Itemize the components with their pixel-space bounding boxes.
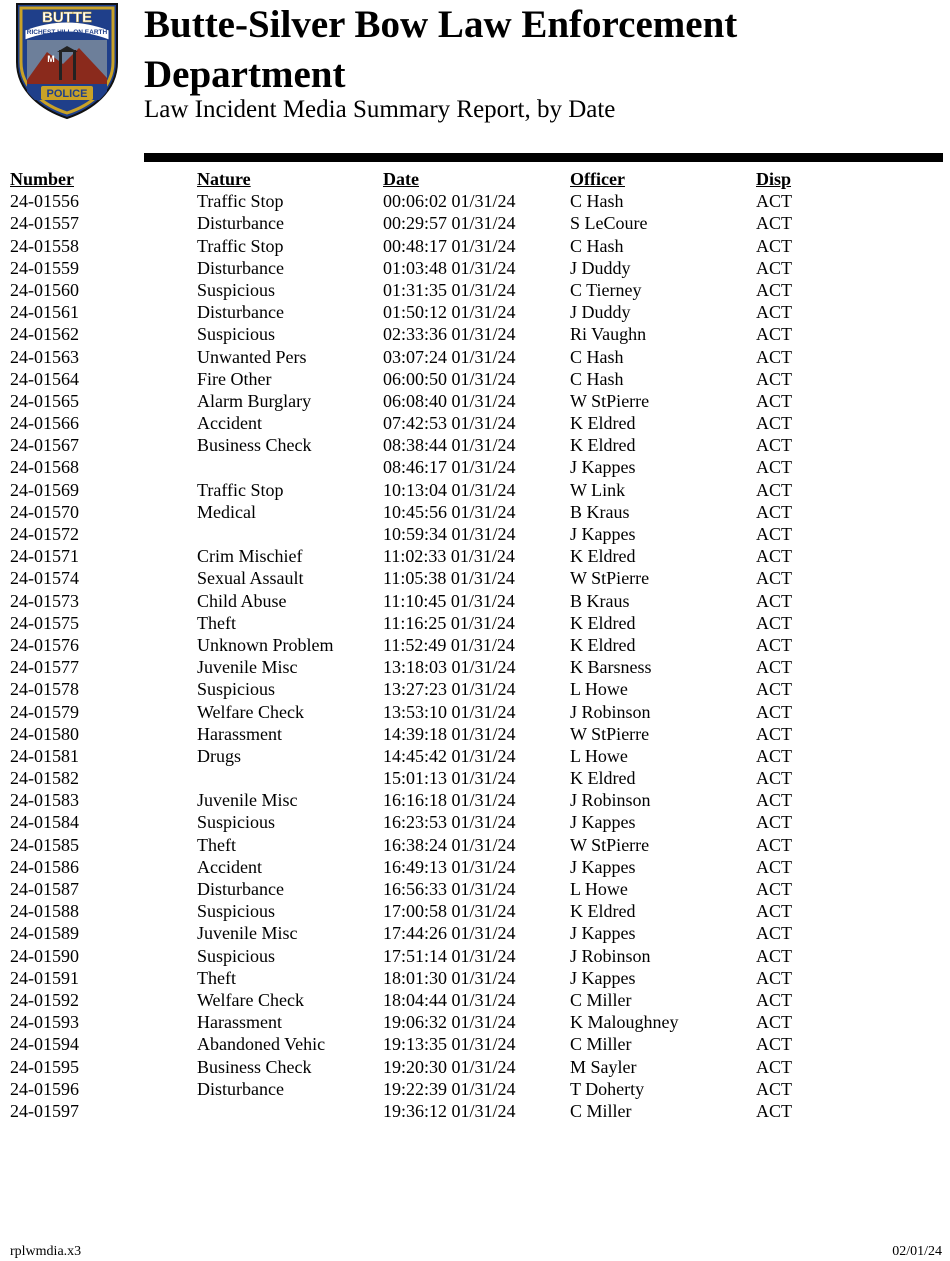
table-row (10, 279, 940, 301)
table-row (10, 856, 940, 878)
cell-number: 24-01565 (10, 390, 79, 411)
table-row (10, 678, 940, 700)
cell-nature: Suspicious (197, 679, 276, 700)
cell-date: 01:31:35 01/31/24 (383, 279, 516, 300)
cell-disp: ACT (756, 856, 792, 877)
column-header-disp: Disp (756, 169, 792, 189)
cell-nature: Medical (197, 501, 256, 522)
cell-number: 24-01580 (10, 723, 79, 744)
cell-number: 24-01594 (10, 1034, 79, 1055)
cell-date: 08:38:44 01/31/24 (383, 435, 516, 456)
cell-officer: K Eldred (570, 612, 636, 633)
table-row (10, 456, 940, 478)
report-id: rplwmdia.x3 (10, 1244, 82, 1259)
cell-disp: ACT (756, 524, 792, 544)
table-row (10, 701, 940, 723)
cell-number: 24-01581 (10, 745, 79, 766)
cell-nature: Theft (197, 612, 236, 633)
cell-number: 24-01590 (10, 945, 79, 966)
table-row (10, 412, 940, 434)
cell-disp: ACT (756, 967, 792, 988)
cell-date: 11:02:33 01/31/24 (383, 546, 515, 567)
cell-date: 07:42:53 01/31/24 (383, 413, 516, 434)
table-row (10, 434, 940, 456)
cell-nature: Suspicious (197, 901, 276, 922)
cell-date: 19:36:12 01/31/24 (383, 1100, 516, 1121)
cell-number: 24-01575 (10, 612, 79, 633)
print-date: 02/01/24 (892, 1244, 942, 1259)
cell-officer: K Maloughney (570, 1012, 679, 1033)
cell-disp: ACT (756, 257, 792, 278)
cell-date: 16:38:24 01/31/24 (383, 834, 516, 855)
cell-nature: Disturbance (197, 879, 284, 899)
cell-nature: Unwanted Pers (197, 346, 307, 367)
table-row (10, 212, 940, 234)
cell-date: 06:00:50 01/31/24 (383, 368, 516, 389)
table-row (10, 545, 940, 567)
table-row (10, 789, 940, 811)
cell-officer: B Kraus (570, 590, 630, 611)
cell-number: 24-01559 (10, 257, 79, 278)
cell-officer: L Howe (570, 679, 628, 700)
cell-date: 19:22:39 01/31/24 (383, 1078, 516, 1099)
cell-date: 01:03:48 01/31/24 (383, 257, 516, 278)
cell-officer: W StPierre (570, 723, 650, 744)
cell-date: 19:06:32 01/31/24 (383, 1012, 516, 1033)
table-header-row (10, 168, 940, 190)
cell-nature: Abandoned Vehic (197, 1034, 326, 1055)
logo-bottom-text: POLICE (46, 88, 88, 100)
cell-nature: Unknown Problem (197, 634, 334, 655)
cell-number: 24-01576 (10, 634, 79, 655)
cell-disp: ACT (756, 879, 792, 899)
header-divider (144, 153, 943, 162)
police-badge-logo (13, 0, 121, 120)
table-row (10, 745, 940, 767)
cell-nature: Disturbance (197, 1078, 284, 1099)
cell-number: 24-01583 (10, 790, 79, 811)
table-row (10, 922, 940, 944)
table-row (10, 479, 940, 501)
cell-disp: ACT (756, 413, 792, 434)
cell-officer: J Kappes (570, 967, 636, 988)
table-row (10, 967, 940, 989)
cell-number: 24-01567 (10, 435, 79, 456)
table-row (10, 257, 940, 279)
table-row (10, 656, 940, 678)
cell-number: 24-01561 (10, 302, 79, 323)
cell-number: 24-01557 (10, 213, 79, 234)
cell-officer: Ri Vaughn (570, 324, 647, 345)
cell-date: 16:16:18 01/31/24 (383, 790, 516, 811)
page-title: Butte-Silver Bow Law Enforcement Department (144, 3, 738, 96)
cell-officer: K Barsness (570, 657, 652, 678)
cell-nature: Suspicious (197, 812, 276, 833)
cell-nature: Accident (197, 413, 262, 434)
cell-disp: ACT (756, 634, 792, 655)
cell-date: 14:39:18 01/31/24 (383, 723, 516, 744)
cell-disp: ACT (756, 723, 792, 744)
cell-number: 24-01597 (10, 1100, 79, 1121)
cell-officer: C Hash (570, 235, 624, 256)
cell-number: 24-01569 (10, 479, 79, 500)
cell-nature: Crim Mischief (197, 546, 303, 567)
cell-officer: K Eldred (570, 901, 636, 922)
cell-number: 24-01586 (10, 856, 79, 877)
cell-number: 24-01592 (10, 989, 79, 1010)
cell-number: 24-01593 (10, 1012, 79, 1033)
cell-nature: Welfare Check (197, 701, 304, 722)
cell-officer: W Link (570, 479, 626, 500)
table-row (10, 301, 940, 323)
cell-officer: K Eldred (570, 546, 636, 567)
table-row (10, 501, 940, 523)
table-row (10, 190, 940, 212)
cell-date: 11:16:25 01/31/24 (383, 612, 515, 633)
cell-number: 24-01582 (10, 768, 79, 789)
cell-date: 19:13:35 01/31/24 (383, 1034, 516, 1055)
cell-officer: C Hash (570, 191, 624, 212)
cell-date: 13:18:03 01/31/24 (383, 657, 516, 678)
cell-nature: Suspicious (197, 945, 276, 966)
cell-nature: Child Abuse (197, 590, 287, 611)
cell-number: 24-01560 (10, 279, 79, 300)
column-header-number: Number (10, 169, 74, 189)
cell-disp: ACT (756, 790, 792, 811)
cell-officer: C Miller (570, 1100, 632, 1121)
cell-number: 24-01578 (10, 679, 79, 700)
cell-officer: M Sayler (570, 1056, 637, 1077)
table-row (10, 945, 940, 967)
cell-date: 16:49:13 01/31/24 (383, 856, 516, 877)
cell-number: 24-01584 (10, 812, 79, 833)
cell-nature: Welfare Check (197, 989, 304, 1010)
table-row (10, 767, 940, 789)
cell-nature: Traffic Stop (197, 235, 284, 256)
cell-number: 24-01570 (10, 501, 79, 522)
cell-date: 17:00:58 01/31/24 (383, 901, 516, 922)
cell-number: 24-01585 (10, 834, 79, 855)
cell-date: 18:04:44 01/31/24 (383, 989, 516, 1010)
cell-officer: W StPierre (570, 834, 650, 855)
cell-date: 13:53:10 01/31/24 (383, 701, 516, 722)
cell-disp: ACT (756, 834, 792, 855)
table-row (10, 634, 940, 656)
cell-date: 00:06:02 01/31/24 (383, 191, 516, 212)
table-row (10, 834, 940, 856)
table-row (10, 346, 940, 368)
cell-disp: ACT (756, 1034, 792, 1055)
cell-officer: W StPierre (570, 390, 650, 411)
cell-officer: C Miller (570, 989, 632, 1010)
cell-disp: ACT (756, 368, 792, 389)
table-row (10, 235, 940, 257)
cell-disp: ACT (756, 1012, 792, 1033)
table-row (10, 1011, 940, 1033)
cell-officer: B Kraus (570, 501, 630, 522)
cell-date: 02:33:36 01/31/24 (383, 324, 516, 345)
cell-disp: ACT (756, 768, 792, 789)
cell-date: 15:01:13 01/31/24 (383, 768, 516, 789)
cell-date: 10:45:56 01/31/24 (383, 501, 516, 522)
table-row (10, 878, 940, 900)
column-header-officer: Officer (570, 169, 625, 189)
cell-number: 24-01572 (10, 524, 79, 544)
cell-disp: ACT (756, 701, 792, 722)
cell-date: 11:10:45 01/31/24 (383, 590, 515, 611)
table-row (10, 523, 940, 545)
cell-number: 24-01573 (10, 590, 79, 611)
cell-disp: ACT (756, 657, 792, 678)
table-row (10, 590, 940, 612)
cell-nature: Disturbance (197, 302, 284, 323)
cell-number: 24-01577 (10, 657, 79, 678)
cell-number: 24-01595 (10, 1056, 79, 1077)
cell-date: 00:48:17 01/31/24 (383, 235, 516, 256)
cell-disp: ACT (756, 279, 792, 300)
cell-number: 24-01564 (10, 368, 79, 389)
cell-nature: Accident (197, 856, 262, 877)
cell-date: 13:27:23 01/31/24 (383, 679, 516, 700)
column-header-date: Date (383, 169, 419, 189)
cell-nature: Sexual Assault (197, 568, 304, 589)
cell-disp: ACT (756, 457, 792, 478)
cell-date: 03:07:24 01/31/24 (383, 346, 516, 367)
cell-disp: ACT (756, 745, 792, 766)
cell-nature: Theft (197, 834, 236, 855)
cell-officer: K Eldred (570, 413, 636, 434)
logo-letter: M (47, 54, 55, 64)
cell-date: 10:13:04 01/31/24 (383, 479, 516, 500)
cell-disp: ACT (756, 501, 792, 522)
cell-officer: K Eldred (570, 435, 636, 456)
cell-nature: Juvenile Misc (197, 657, 298, 678)
cell-nature: Drugs (197, 745, 241, 766)
cell-disp: ACT (756, 612, 792, 633)
table-body (10, 190, 940, 1122)
cell-disp: ACT (756, 989, 792, 1010)
cell-officer: L Howe (570, 879, 628, 899)
cell-officer: J Kappes (570, 524, 636, 544)
cell-officer: C Hash (570, 346, 624, 367)
table-row (10, 567, 940, 589)
cell-officer: J Kappes (570, 457, 636, 478)
cell-officer: J Duddy (570, 302, 631, 323)
cell-disp: ACT (756, 546, 792, 567)
cell-number: 24-01587 (10, 879, 79, 899)
cell-officer: J Kappes (570, 923, 636, 944)
cell-disp: ACT (756, 1100, 792, 1121)
report-subtitle: Law Incident Media Summary Report, by Date (144, 96, 616, 123)
cell-disp: ACT (756, 191, 792, 212)
cell-number: 24-01563 (10, 346, 79, 367)
cell-disp: ACT (756, 479, 792, 500)
cell-disp: ACT (756, 346, 792, 367)
cell-disp: ACT (756, 812, 792, 833)
cell-officer: J Kappes (570, 812, 636, 833)
cell-number: 24-01571 (10, 546, 79, 567)
cell-nature: Traffic Stop (197, 191, 284, 212)
cell-nature: Fire Other (197, 368, 272, 389)
cell-disp: ACT (756, 1078, 792, 1099)
cell-date: 08:46:17 01/31/24 (383, 457, 516, 478)
cell-disp: ACT (756, 923, 792, 944)
cell-nature: Juvenile Misc (197, 790, 298, 811)
cell-disp: ACT (756, 302, 792, 323)
cell-officer: C Tierney (570, 279, 642, 300)
table-row (10, 390, 940, 412)
cell-officer: W StPierre (570, 568, 650, 589)
cell-officer: T Doherty (570, 1078, 645, 1099)
logo-ribbon-text: RICHEST HILL ON EARTH (26, 29, 108, 36)
cell-disp: ACT (756, 1056, 792, 1077)
cell-officer: C Miller (570, 1034, 632, 1055)
cell-officer: J Kappes (570, 856, 636, 877)
cell-officer: S LeCoure (570, 213, 648, 234)
cell-number: 24-01556 (10, 191, 79, 212)
cell-nature: Disturbance (197, 257, 284, 278)
cell-nature: Traffic Stop (197, 479, 284, 500)
cell-date: 14:45:42 01/31/24 (383, 745, 516, 766)
cell-officer: C Hash (570, 368, 624, 389)
cell-number: 24-01591 (10, 967, 79, 988)
cell-number: 24-01574 (10, 568, 79, 589)
table-row (10, 612, 940, 634)
table-row (10, 323, 940, 345)
table-row (10, 1100, 940, 1122)
cell-officer: K Eldred (570, 768, 636, 789)
cell-officer: J Robinson (570, 790, 651, 811)
cell-nature: Theft (197, 967, 236, 988)
cell-officer: K Eldred (570, 634, 636, 655)
cell-date: 11:52:49 01/31/24 (383, 634, 515, 655)
cell-nature: Alarm Burglary (197, 390, 312, 411)
cell-date: 17:51:14 01/31/24 (383, 945, 516, 966)
cell-date: 01:50:12 01/31/24 (383, 302, 516, 323)
cell-nature: Business Check (197, 435, 312, 456)
logo-top-text: BUTTE (42, 9, 92, 26)
cell-date: 16:23:53 01/31/24 (383, 812, 516, 833)
cell-officer: J Robinson (570, 701, 651, 722)
table-row (10, 723, 940, 745)
cell-date: 06:08:40 01/31/24 (383, 390, 516, 411)
cell-nature: Harassment (197, 723, 282, 744)
cell-nature: Harassment (197, 1012, 282, 1033)
cell-officer: J Robinson (570, 945, 651, 966)
cell-disp: ACT (756, 390, 792, 411)
cell-officer: J Duddy (570, 257, 631, 278)
cell-number: 24-01568 (10, 457, 79, 478)
cell-date: 19:20:30 01/31/24 (383, 1056, 516, 1077)
cell-nature: Disturbance (197, 213, 284, 234)
cell-number: 24-01596 (10, 1078, 79, 1099)
cell-disp: ACT (756, 568, 792, 589)
cell-date: 16:56:33 01/31/24 (383, 879, 516, 899)
column-header-nature: Nature (197, 169, 251, 189)
cell-date: 11:05:38 01/31/24 (383, 568, 515, 589)
cell-nature: Juvenile Misc (197, 923, 298, 944)
cell-nature: Suspicious (197, 324, 276, 345)
table-row (10, 1078, 940, 1100)
cell-number: 24-01589 (10, 923, 79, 944)
table-row (10, 811, 940, 833)
table-row (10, 900, 940, 922)
cell-disp: ACT (756, 679, 792, 700)
cell-officer: L Howe (570, 745, 628, 766)
cell-disp: ACT (756, 901, 792, 922)
cell-disp: ACT (756, 590, 792, 611)
cell-disp: ACT (756, 235, 792, 256)
cell-date: 17:44:26 01/31/24 (383, 923, 516, 944)
cell-number: 24-01588 (10, 901, 79, 922)
cell-disp: ACT (756, 435, 792, 456)
cell-number: 24-01558 (10, 235, 79, 256)
cell-nature: Suspicious (197, 279, 276, 300)
table-row (10, 368, 940, 390)
table-row (10, 1056, 940, 1078)
table-row (10, 989, 940, 1011)
incident-table (10, 168, 940, 1122)
cell-disp: ACT (756, 324, 792, 345)
cell-number: 24-01579 (10, 701, 79, 722)
cell-date: 18:01:30 01/31/24 (383, 967, 516, 988)
cell-date: 10:59:34 01/31/24 (383, 524, 516, 544)
cell-nature: Business Check (197, 1056, 312, 1077)
cell-date: 00:29:57 01/31/24 (383, 213, 516, 234)
cell-disp: ACT (756, 213, 792, 234)
cell-number: 24-01566 (10, 413, 79, 434)
table-row (10, 1033, 940, 1055)
cell-disp: ACT (756, 945, 792, 966)
cell-number: 24-01562 (10, 324, 79, 345)
